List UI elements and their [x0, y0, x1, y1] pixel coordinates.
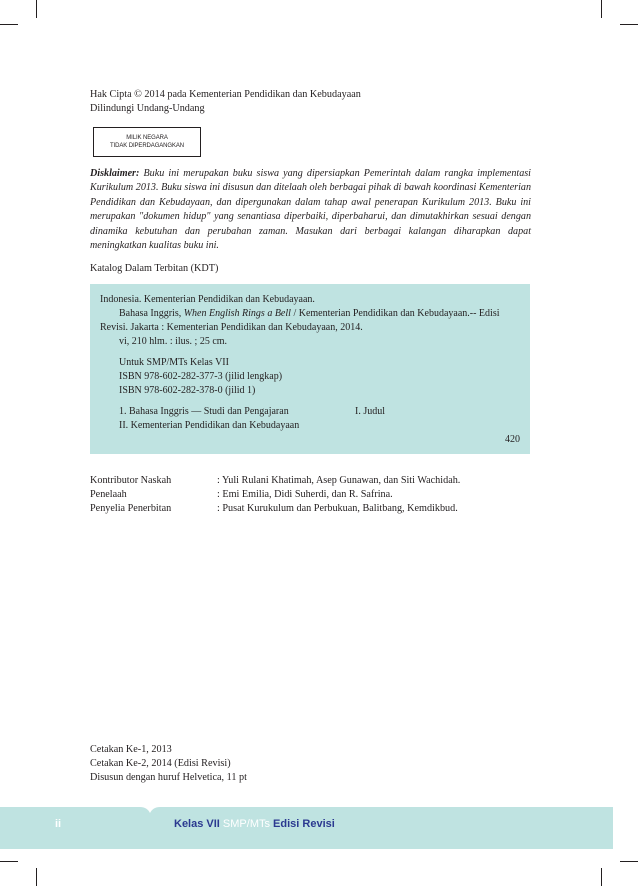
page-number: ii	[55, 818, 62, 830]
crop-mark	[36, 0, 37, 18]
crop-mark	[620, 861, 638, 862]
kdt-line: Revisi. Jakarta : Kementerian Pendidikan dan Kebudayaan, 2014.	[100, 322, 363, 333]
crop-mark	[601, 868, 602, 886]
credit-role: Kontributor Naskah	[90, 475, 172, 486]
footer-class: Kelas VII	[174, 818, 220, 830]
crop-mark	[620, 24, 638, 25]
isbn-volume: ISBN 978-602-282-378-0 (jilid 1)	[119, 385, 256, 396]
disclaimer	[90, 167, 531, 253]
protection-line: Dilindungi Undang-Undang	[90, 103, 205, 114]
print-history-line: Disusun dengan huruf Helvetica, 11 pt	[90, 772, 247, 783]
copyright-line: Hak Cipta © 2014 pada Kementerian Pendidikan dan Kebudayaan	[90, 89, 361, 100]
credit-names: : Emi Emilia, Didi Suherdi, dan R. Safrina.	[217, 489, 393, 500]
stamp-line-2: TIDAK DIPERDAGANGKAN	[109, 143, 184, 149]
credit-role: Penelaah	[90, 489, 127, 500]
kdt-line: Untuk SMP/MTs Kelas VII	[119, 357, 229, 368]
kdt-line: Bahasa Inggris, When English Rings a Bell / Kementerian Pendidikan dan Kebudayaan.-- Edisi	[119, 308, 500, 319]
kdt-subject: 1. Bahasa Inggris — Studi dan Pengajaran	[119, 406, 289, 417]
kdt-subject: II. Kementerian Pendidikan dan Kebudayaan	[119, 420, 300, 431]
credit-names: : Pusat Kurukulum dan Perbukuan, Balitbang, Kemdikbud.	[217, 503, 458, 514]
kdt-heading: Katalog Dalam Terbitan (KDT)	[90, 263, 219, 274]
footer-level: SMP/MTs	[222, 818, 270, 830]
kdt-class-number: 420	[505, 434, 520, 445]
print-history-line: Cetakan Ke-2, 2014 (Edisi Revisi)	[90, 758, 231, 769]
disclaimer-label: Disklaimer:	[90, 168, 140, 179]
crop-mark	[0, 861, 18, 862]
book-title: When English Rings a Bell	[183, 308, 291, 319]
credit-role: Penyelia Penerbitan	[90, 503, 172, 514]
footer-label	[174, 817, 335, 831]
stamp-line-1: MILIK NEGARA	[126, 135, 168, 141]
kdt-line: Indonesia. Kementerian Pendidikan dan Kebudayaan.	[100, 294, 315, 305]
crop-mark	[601, 0, 602, 18]
isbn-complete: ISBN 978-602-282-377-3 (jilid lengkap)	[119, 371, 283, 382]
not-for-sale-stamp	[93, 127, 201, 157]
print-history-line: Cetakan Ke-1, 2013	[90, 744, 172, 755]
crop-mark	[0, 24, 18, 25]
kdt-line: vi, 210 hlm. : ilus. ; 25 cm.	[119, 336, 228, 347]
crop-mark	[36, 868, 37, 886]
kdt-subject-title: I. Judul	[355, 406, 385, 417]
disclaimer-text: Buku ini merupakan buku siswa yang dipersiapkan Pemerintah dalam rangka implementasi Kurikulum 2013. Buku siswa ini disusun dan ditelaah oleh berbagai pihak di bawah koordinasi Kementerian Pendidikan dan Kebudayaan, dan dipergunakan dalam tahap awal penerapan Kurikulum 2013. Buku ini merupakan "dokumen hidup" yang senantiasa diperbaiki, diperbaharui, dan dimutakhirkan sesuai dengan dinamika kebutuhan dan perubahan zaman. Masukan dari berbagai kalangan diharapkan dapat meningkatkan kualitas buku ini.	[90, 168, 531, 252]
kdt-box	[90, 284, 530, 454]
footer-edition: Edisi Revisi	[273, 818, 335, 830]
credit-names: : Yuli Rulani Khatimah, Asep Gunawan, dan Siti Wachidah.	[217, 475, 461, 486]
